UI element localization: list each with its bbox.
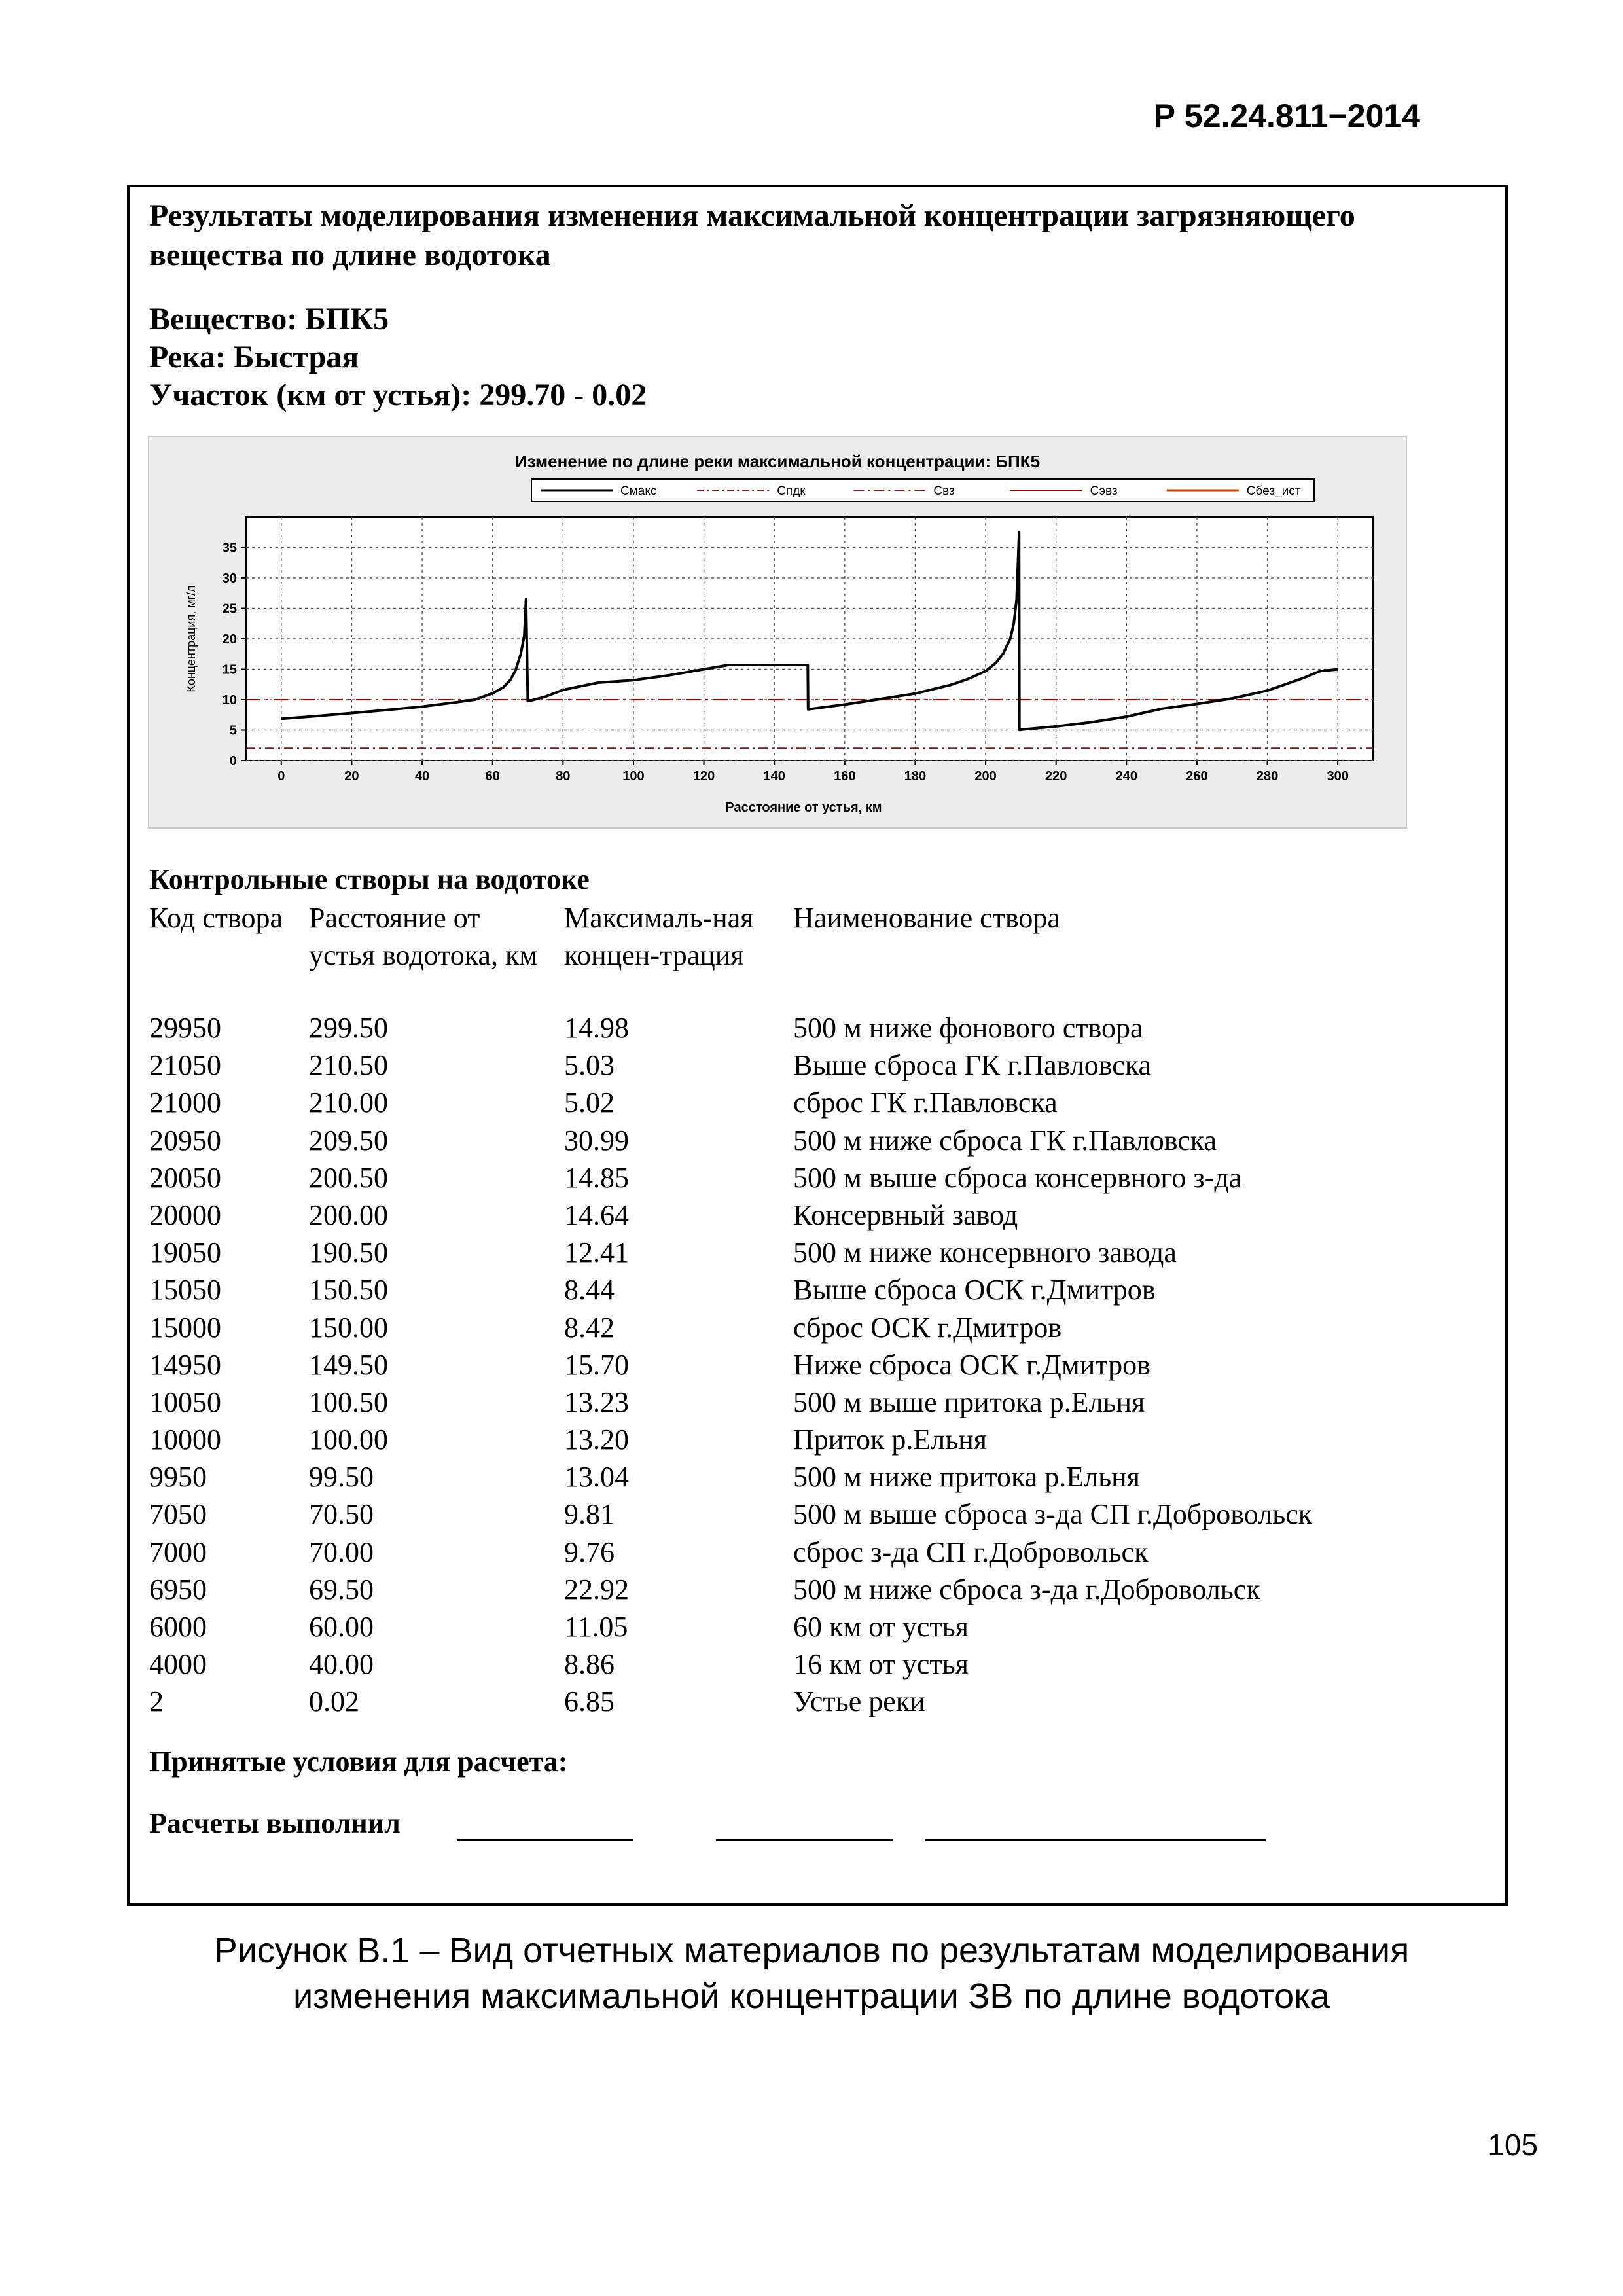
- x-tick-label: 260: [1186, 769, 1208, 783]
- cell-concentration: 8.42: [564, 1311, 615, 1344]
- cell-distance: 149.50: [309, 1348, 388, 1381]
- cell-name: 500 м ниже притока р.Ельня: [793, 1461, 1140, 1494]
- x-tick-label: 40: [414, 769, 430, 783]
- table-row: [0, 1535, 1623, 1573]
- cell-distance: 100.00: [309, 1424, 388, 1456]
- y-tick-label: 5: [229, 723, 237, 738]
- cell-concentration: 11.05: [564, 1611, 628, 1643]
- chart-legend: [531, 479, 1314, 501]
- legend-entry: Свз: [933, 484, 955, 498]
- cell-code: 20000: [149, 1198, 221, 1231]
- cell-name: Устье реки: [793, 1685, 925, 1718]
- control-sections-table: [0, 1011, 1623, 1723]
- legend-entry: Сэвз: [1090, 484, 1118, 498]
- cell-distance: 150.00: [309, 1311, 388, 1344]
- concentration-chart: [148, 436, 1407, 829]
- table-row: [0, 1685, 1623, 1722]
- cell-code: 4000: [149, 1648, 207, 1681]
- cell-code: 10000: [149, 1424, 221, 1456]
- cell-code: 20050: [149, 1161, 221, 1194]
- substance-label: Вещество: БПК5: [149, 302, 389, 336]
- signature-line: [716, 1839, 893, 1841]
- cell-name: Приток р.Ельня: [793, 1424, 988, 1456]
- signature-line: [925, 1839, 1266, 1841]
- page-number: 105: [1488, 2128, 1538, 2162]
- cell-concentration: 14.98: [564, 1012, 629, 1044]
- chart-svg: [149, 437, 1406, 827]
- x-tick-label: 80: [556, 769, 571, 783]
- report-title: Результаты моделирования изменения максимальной концентрации загрязняющего вещества по длине водотока: [149, 198, 1355, 272]
- cell-distance: 70.00: [309, 1535, 374, 1568]
- caption-line-2: изменения максимальной концентрации ЗВ по длине водотока: [293, 1977, 1330, 2016]
- x-tick-label: 200: [974, 769, 997, 783]
- cell-distance: 299.50: [309, 1012, 388, 1044]
- x-tick-label: 300: [1327, 769, 1349, 783]
- table-row: [0, 1386, 1623, 1423]
- table-row: [0, 1610, 1623, 1647]
- signature-line: [457, 1839, 633, 1841]
- column-header-distance: Расстояние от устья водотока, км: [309, 902, 538, 971]
- column-header-name: Наименование створа: [793, 902, 1060, 934]
- cell-distance: 69.50: [309, 1573, 374, 1605]
- cell-distance: 40.00: [309, 1648, 374, 1681]
- cell-code: 6950: [149, 1573, 207, 1605]
- cell-concentration: 14.64: [564, 1198, 629, 1231]
- cell-code: 6000: [149, 1611, 207, 1643]
- cell-concentration: 9.76: [564, 1535, 615, 1568]
- cell-concentration: 13.20: [564, 1424, 629, 1456]
- performed-by-label: Расчеты выполнил: [149, 1807, 401, 1839]
- x-tick-label: 100: [622, 769, 645, 783]
- cell-concentration: 30.99: [564, 1124, 629, 1157]
- column-header-code: Код створа: [149, 902, 283, 934]
- cell-code: 14950: [149, 1348, 221, 1381]
- cell-distance: 60.00: [309, 1611, 374, 1643]
- cell-code: 2: [149, 1685, 164, 1718]
- cell-code: 20950: [149, 1124, 221, 1157]
- cell-concentration: 5.02: [564, 1086, 615, 1119]
- table-row: [0, 1573, 1623, 1610]
- cell-concentration: 8.86: [564, 1648, 615, 1681]
- cell-code: 21050: [149, 1049, 221, 1082]
- table-row: [0, 1236, 1623, 1273]
- cell-concentration: 13.04: [564, 1461, 629, 1494]
- cell-distance: 200.50: [309, 1161, 388, 1194]
- cell-distance: 209.50: [309, 1124, 388, 1157]
- table-row: [0, 1273, 1623, 1310]
- x-tick-label: 120: [692, 769, 715, 783]
- cell-name: Выше сброса ГК г.Павловска: [793, 1049, 1152, 1082]
- cell-name: 500 м выше сброса з-да СП г.Добровольск: [793, 1498, 1313, 1531]
- x-tick-label: 60: [485, 769, 500, 783]
- chart-y-axis-label: Концентрация, мг/л: [185, 585, 198, 692]
- legend-entry: Спдк: [777, 484, 806, 498]
- cell-name: 500 м ниже фонового створа: [793, 1012, 1143, 1044]
- table-row: [0, 1198, 1623, 1236]
- cell-concentration: 5.03: [564, 1049, 615, 1082]
- cell-name: 500 м ниже консервного завода: [793, 1236, 1177, 1269]
- x-tick-label: 0: [277, 769, 285, 783]
- plot-background: [246, 517, 1373, 761]
- cell-concentration: 14.85: [564, 1161, 629, 1194]
- table-row: [0, 1460, 1623, 1498]
- cell-code: 9950: [149, 1461, 207, 1494]
- cell-distance: 150.50: [309, 1274, 388, 1306]
- cell-distance: 0.02: [309, 1685, 359, 1718]
- y-tick-label: 15: [222, 662, 237, 677]
- section-label: Участок (км от устья): 299.70 - 0.02: [149, 378, 647, 412]
- x-tick-label: 180: [904, 769, 927, 783]
- cell-name: 500 м ниже сброса з-да г.Добровольск: [793, 1573, 1260, 1605]
- table-row: [0, 1086, 1623, 1123]
- cell-code: 7050: [149, 1498, 207, 1531]
- cell-name: Выше сброса ОСК г.Дмитров: [793, 1274, 1156, 1306]
- legend-entry: Смакс: [620, 484, 657, 498]
- cell-concentration: 9.81: [564, 1498, 615, 1531]
- cell-name: 500 м ниже сброса ГК г.Павловска: [793, 1124, 1217, 1157]
- cell-name: 500 м выше сброса консервного з-да: [793, 1161, 1242, 1194]
- table-row: [0, 1348, 1623, 1386]
- y-tick-label: 20: [222, 632, 237, 647]
- cell-concentration: 15.70: [564, 1348, 629, 1381]
- cell-distance: 210.50: [309, 1049, 388, 1082]
- cell-code: 19050: [149, 1236, 221, 1269]
- chart-x-axis-label: Расстояние от устья, км: [725, 800, 882, 815]
- cell-distance: 190.50: [309, 1236, 388, 1269]
- x-tick-label: 280: [1256, 769, 1279, 783]
- cell-concentration: 22.92: [564, 1573, 629, 1605]
- table-row: [0, 1647, 1623, 1685]
- figure-caption: [131, 1928, 1492, 2019]
- legend-entry: Сбез_ист: [1246, 484, 1301, 498]
- cell-name: сброс з-да СП г.Добровольск: [793, 1535, 1149, 1568]
- table-row: [0, 1498, 1623, 1535]
- x-tick-label: 140: [763, 769, 785, 783]
- cell-name: сброс ОСК г.Дмитров: [793, 1311, 1062, 1344]
- cell-distance: 70.50: [309, 1498, 374, 1531]
- column-header-concentration: Максималь-ная концен-трация: [564, 902, 754, 971]
- cell-name: Ниже сброса ОСК г.Дмитров: [793, 1348, 1150, 1381]
- control-sections-heading: Контрольные створы на водотоке: [149, 863, 590, 895]
- table-row: [0, 1049, 1623, 1086]
- table-row: [0, 1161, 1623, 1198]
- cell-concentration: 8.44: [564, 1274, 615, 1306]
- cell-distance: 200.00: [309, 1198, 388, 1231]
- cell-distance: 99.50: [309, 1461, 374, 1494]
- cell-concentration: 13.23: [564, 1386, 629, 1418]
- y-tick-label: 35: [222, 541, 237, 556]
- cell-code: 21000: [149, 1086, 221, 1119]
- y-tick-label: 30: [222, 571, 237, 586]
- x-tick-label: 20: [344, 769, 359, 783]
- cell-code: 10050: [149, 1386, 221, 1418]
- cell-name: 60 км от устья: [793, 1611, 969, 1643]
- table-row: [0, 1423, 1623, 1460]
- y-tick-label: 0: [229, 754, 237, 768]
- chart-title: Изменение по длине реки максимальной концентрации: БПК5: [514, 452, 1041, 471]
- cell-concentration: 12.41: [564, 1236, 629, 1269]
- cell-concentration: 6.85: [564, 1685, 615, 1718]
- y-tick-label: 10: [222, 693, 237, 708]
- cell-code: 7000: [149, 1535, 207, 1568]
- cell-code: 29950: [149, 1012, 221, 1044]
- y-tick-label: 25: [222, 601, 237, 617]
- cell-distance: 210.00: [309, 1086, 388, 1119]
- x-tick-label: 220: [1045, 769, 1067, 783]
- conditions-label: Принятые условия для расчета:: [149, 1746, 568, 1778]
- table-row: [0, 1311, 1623, 1348]
- cell-distance: 100.50: [309, 1386, 388, 1418]
- cell-name: 16 км от устья: [793, 1648, 969, 1681]
- cell-name: 500 м выше притока р.Ельня: [793, 1386, 1145, 1418]
- document-code: Р 52.24.811−2014: [1153, 98, 1420, 134]
- cell-code: 15000: [149, 1311, 221, 1344]
- table-row: [0, 1124, 1623, 1161]
- x-tick-label: 160: [834, 769, 856, 783]
- river-label: Река: Быстрая: [149, 340, 359, 374]
- caption-line-1: Рисунок В.1 – Вид отчетных материалов по результатам моделирования: [213, 1931, 1410, 1970]
- table-row: [0, 1011, 1623, 1049]
- cell-code: 15050: [149, 1274, 221, 1306]
- cell-name: Консервный завод: [793, 1198, 1018, 1231]
- chart-plot-area: [223, 517, 1373, 783]
- x-tick-label: 240: [1115, 769, 1137, 783]
- cell-name: сброс ГК г.Павловска: [793, 1086, 1058, 1119]
